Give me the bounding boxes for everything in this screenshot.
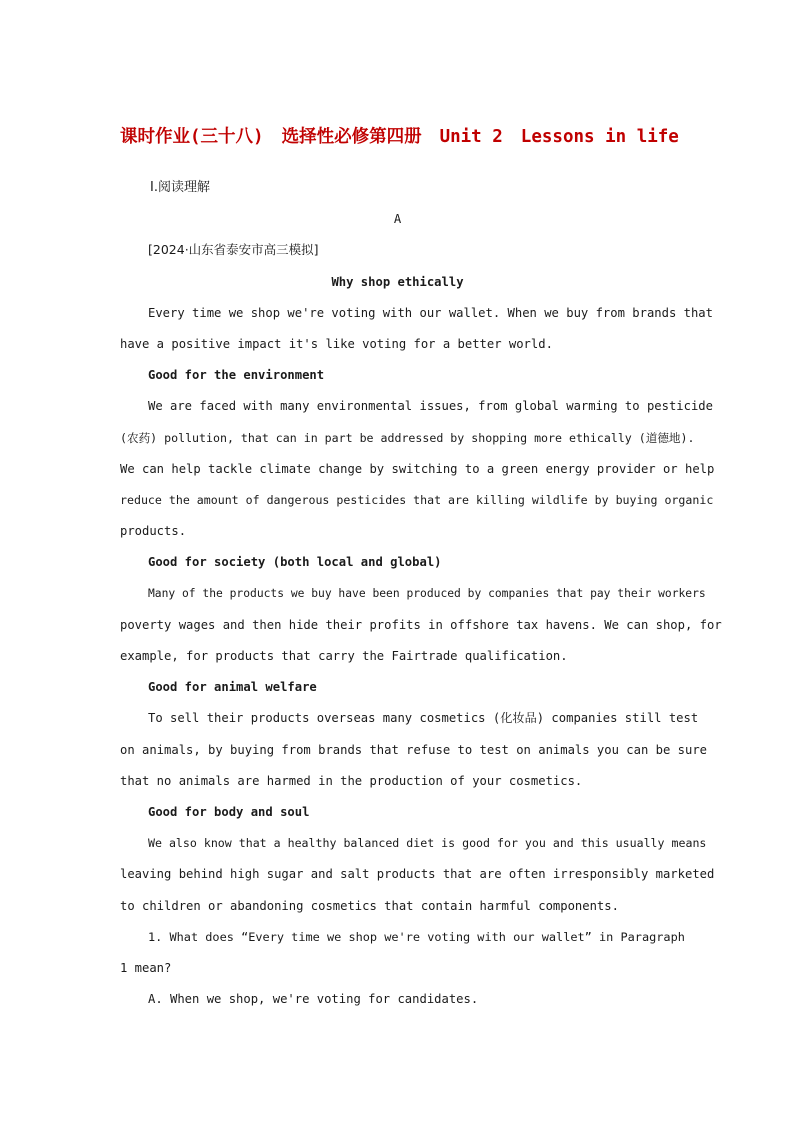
- paragraph-line: We can help tackle climate change by switching to a green energy provider or help: [120, 462, 715, 476]
- source-note: [2024·山东省泰安市高三模拟]: [148, 242, 319, 257]
- paragraph-line: leaving behind high sugar and salt products that are often irresponsibly marketed: [120, 867, 715, 881]
- question-stem: 1 mean?: [120, 961, 172, 975]
- paragraph-line: poverty wages and then hide their profits in offshore tax havens. We can shop, for: [120, 618, 722, 632]
- paragraph-line: Every time we shop we're voting with our wallet. When we buy from brands that: [148, 306, 713, 320]
- section-heading: Ⅰ.阅读理解: [150, 180, 210, 195]
- paragraph-line: (农药) pollution, that can in part be addressed by shopping more ethically (道德地).: [120, 431, 695, 445]
- title-book: 选择性必修第四册: [281, 127, 422, 147]
- passage-title: Why shop ethically: [331, 275, 464, 289]
- paragraph-line: example, for products that carry the Fairtrade qualification.: [120, 649, 568, 663]
- title-unit-name: Lessons in life: [520, 127, 679, 147]
- paragraph-line: Many of the products we buy have been produced by companies that pay their workers: [148, 587, 706, 600]
- title-unit: Unit 2: [439, 127, 503, 147]
- paragraph-line: that no animals are harmed in the production of your cosmetics.: [120, 774, 583, 788]
- subheading-body-soul: Good for body and soul: [148, 805, 310, 819]
- question-stem: 1. What does “Every time we shop we're voting with our wallet” in Paragraph: [148, 930, 685, 944]
- paragraph-line: products.: [120, 524, 187, 538]
- paragraph-line: We also know that a healthy balanced diet is good for you and this usually means: [148, 836, 707, 850]
- subheading-society: Good for society (both local and global): [148, 555, 442, 569]
- paragraph-line: To sell their products overseas many cosmetics (化妆品) companies still test: [148, 711, 699, 725]
- paragraph-line: on animals, by buying from brands that refuse to test on animals you can be sure: [120, 743, 707, 757]
- title-lesson: 课时作业(三十八): [120, 127, 264, 147]
- paragraph-line: to children or abandoning cosmetics that contain harmful components.: [120, 899, 619, 913]
- document-title: [120, 123, 679, 148]
- passage-label: A: [393, 212, 402, 226]
- subheading-environment: Good for the environment: [148, 368, 325, 382]
- paragraph-line: We are faced with many environmental issues, from global warming to pesticide: [148, 399, 713, 413]
- subheading-animal-welfare: Good for animal welfare: [148, 680, 317, 694]
- paragraph-line: have a positive impact it's like voting for a better world.: [120, 337, 553, 351]
- paragraph-line: reduce the amount of dangerous pesticides that are killing wildlife by buying organic: [120, 493, 714, 507]
- answer-option-a: A. When we shop, we're voting for candidates.: [148, 992, 479, 1006]
